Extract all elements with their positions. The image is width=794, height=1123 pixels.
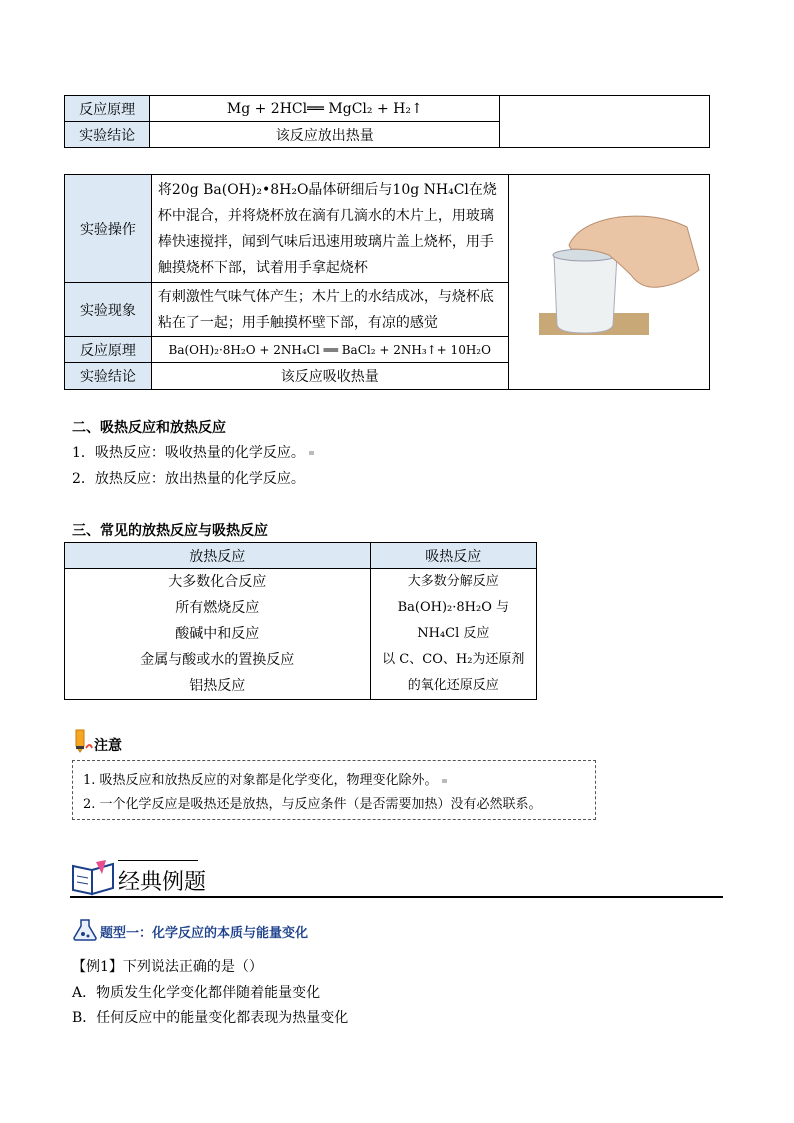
header-exothermic: 放热反应 bbox=[65, 543, 371, 569]
table-common-reactions bbox=[64, 542, 537, 700]
label-principle-2: 反应原理 bbox=[65, 337, 152, 363]
label-phenomenon: 实验现象 bbox=[65, 283, 152, 337]
table-mg-reaction bbox=[64, 95, 710, 148]
heading-section-2: 二、吸热反应和放热反应 bbox=[72, 420, 226, 436]
exothermic-list bbox=[65, 569, 371, 700]
label-reaction-principle: 反应原理 bbox=[65, 96, 150, 122]
list-item: 酸碱中和反应 bbox=[175, 626, 260, 642]
value-operation: 将20g Ba(OH)₂•8H₂O晶体研细后与10g NH₄Cl在烧杯中混合，并将烧杯放在滴有几滴水的木片上，用玻璃棒快速搅拌，闻到气味后迅速用玻璃片盖上烧杯，用手触摸烧杯下部，试着用手拿起烧杯 bbox=[151, 175, 508, 283]
value-phenomenon: 有刺激性气味气体产生；木片上的水结成冰，与烧杯底粘在了一起；用手触摸杯壁下部，有凉的感觉 bbox=[151, 283, 508, 337]
option-a: A．物质发生化学变化都伴随着能量变化 bbox=[72, 985, 321, 1001]
table-baoh2-reaction bbox=[64, 174, 710, 390]
value-reaction-principle: Mg + 2HCl══ MgCl₂ + H₂↑ bbox=[150, 96, 500, 122]
value-principle-2: Ba(OH)₂·8H₂O + 2NH₄Cl ══ BaCl₂ + 2NH₃↑+ 10H₂O bbox=[151, 337, 508, 363]
book-icon bbox=[70, 858, 116, 896]
list-item: 大多数化合反应 bbox=[168, 574, 267, 590]
list-item: 金属与酸或水的置换反应 bbox=[140, 652, 295, 668]
image-cell-empty bbox=[500, 96, 710, 148]
list-item: Ba(OH)₂·8H₂O 与 NH₄Cl 反应 bbox=[397, 600, 509, 641]
pencil-note-icon bbox=[72, 728, 94, 754]
value-conclusion: 该反应放出热量 bbox=[150, 122, 500, 148]
label-conclusion: 实验结论 bbox=[65, 122, 150, 148]
note-box bbox=[72, 760, 596, 820]
image-cell bbox=[508, 175, 709, 390]
section-rule bbox=[70, 896, 723, 898]
note-title: 注意 bbox=[94, 738, 122, 754]
label-conclusion-2: 实验结论 bbox=[65, 363, 152, 390]
section-top-rule bbox=[118, 860, 198, 861]
list-item: 所有燃烧反应 bbox=[175, 600, 260, 616]
endothermic-list bbox=[370, 569, 536, 700]
list-item: 以 C、CO、H₂为还原剂的氧化还原反应 bbox=[382, 652, 525, 693]
list-item: 铝热反应 bbox=[189, 678, 246, 694]
note-line-2: 2. 一个化学反应是吸热还是放热，与反应条件（是否需要加热）没有必然联系。 bbox=[83, 797, 542, 812]
example-question-1: 【例1】下列说法正确的是（） bbox=[72, 959, 263, 975]
option-b: B．任何反应中的能量变化都表现为热量变化 bbox=[72, 1010, 349, 1026]
list-item: 大多数分解反应 bbox=[407, 574, 499, 589]
question-type-title: 题型一：化学反应的本质与能量变化 bbox=[100, 926, 309, 941]
flask-type-icon bbox=[72, 918, 98, 942]
note-line-1: 1. 吸热反应和放热反应的对象都是化学变化，物理变化除外。 bbox=[83, 769, 447, 788]
heading-section-3: 三、常见的放热反应与吸热反应 bbox=[72, 523, 268, 539]
value-conclusion-2: 该反应吸收热量 bbox=[151, 363, 508, 390]
text-exothermic-def: 2．放热反应：放出热量的化学反应。 bbox=[72, 471, 305, 487]
header-endothermic: 吸热反应 bbox=[370, 543, 536, 569]
section-title-examples: 经典例题 bbox=[118, 870, 207, 895]
label-operation: 实验操作 bbox=[65, 175, 152, 283]
beaker-hand-photo bbox=[509, 175, 705, 385]
text-endothermic-def: 1．吸热反应：吸收热量的化学反应。 bbox=[72, 442, 314, 462]
beaker bbox=[554, 255, 617, 333]
